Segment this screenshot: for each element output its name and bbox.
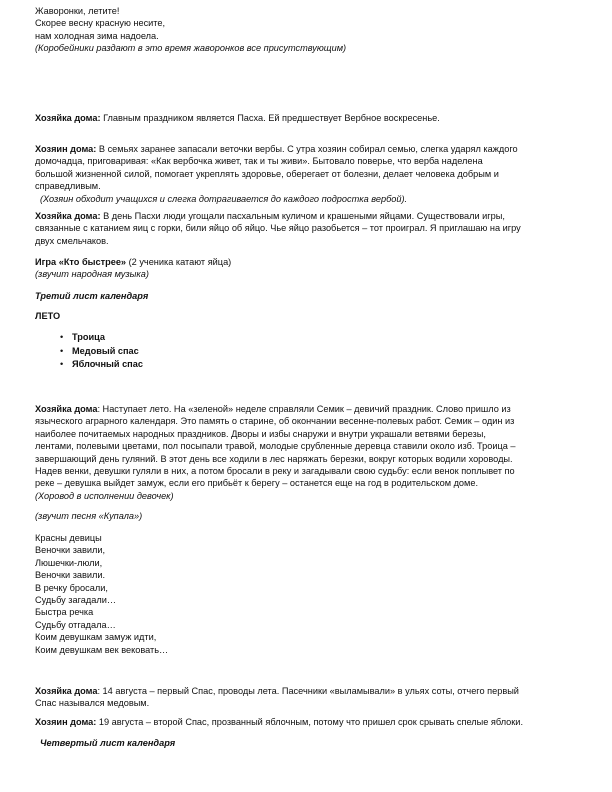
lyric-line: Судьбу отгадала…	[35, 619, 116, 630]
stage-note: (Хозяин обходит учащихся и слегка дотрагивается до каждого подростка вербой).	[40, 193, 408, 204]
lyric-line: Коим девушкам замуж идти,	[35, 632, 157, 643]
speaker-label: Хозяин дома:	[35, 717, 97, 727]
song-intro: (звучит песня «Купала»)	[35, 511, 143, 521]
paragraph-text: связанные с катанием яиц с горки, били яйцо об яйцо. Чье яйцо разобьется – тот проиграл. Я приглашаю на игру	[35, 223, 521, 234]
chant-line: нам холодная зима надоела.	[35, 30, 159, 41]
lyric-line: Коим девушкам век вековать…	[35, 644, 169, 655]
paragraph-host-apple-spas	[35, 716, 583, 728]
paragraph-text: справедливым.	[35, 181, 101, 192]
speaker-label: Хозяйка дома:	[35, 211, 101, 221]
list-item: • Медовый спас	[60, 345, 139, 356]
paragraph-text: завершающий день гуляний. В этот день все ходили в лес наряжать березки, вокруг которых водили хороводы.	[35, 453, 513, 464]
paragraph-text: наиболее почитаемых народных праздников. Дворы и избы снаружи и внутри украшали ветвями березы,	[35, 428, 486, 439]
paragraph-text: Надев венки, девушки гуляли в них, а потом бросали в реку и загадывали свою судьбу: если венок поплывет по	[35, 466, 515, 477]
paragraph-hostess-eggs	[35, 210, 583, 247]
summer-feast-list	[35, 331, 143, 372]
paragraph-text: 19 августа – второй Спас, прозванный яблочным, потому что пришел срок срывать спелые яблоки.	[96, 717, 523, 727]
lyric-line: Судьбу загадали…	[35, 595, 117, 606]
paragraph-hostess-honey-spas	[35, 685, 583, 710]
stage-note: (Хоровод в исполнении девочек)	[35, 490, 174, 501]
stage-note: (Коробейники раздают в это время жаворонков все присутствующим)	[35, 43, 347, 54]
game-title: Игра «Кто быстрее»	[35, 257, 127, 267]
bullet-icon: •	[60, 332, 64, 342]
paragraph-text: домочадца, приговаривая: «Как вербочка живет, так и ты живи». Бытовало поверье, что верба наделена	[35, 156, 483, 167]
bullet-icon: •	[60, 359, 64, 370]
lyric-line: Красны девицы	[35, 533, 102, 543]
list-item: • Яблочный спас	[60, 359, 143, 370]
paragraph-text: Главным праздником является Пасха. Ей предшествует Вербное воскресенье.	[100, 113, 440, 123]
paragraph-text: Спас назывался медовым.	[35, 698, 150, 709]
paragraph-text: : 14 августа – первый Спас, проводы лета. Пасечники «выламывали» в ульях соты, отчего первый	[97, 686, 519, 696]
game-note: (2 ученика катают яйца)	[126, 257, 232, 267]
speaker-label: Хозяйка дома:	[35, 113, 101, 123]
paragraph-text: лентами, полевыми цветами, пол посыпали травой, молодые срубленные деревца ставили около изб. Троица –	[35, 441, 516, 452]
paragraph-text: : Наступает лето. На «зеленой» неделе справляли Семик – девичий праздник. Слово пришло из	[97, 404, 511, 414]
paragraph-text: В семьях заранее запасали веточки вербы. С утра хозяин собирал семью, слегка ударял каждого	[96, 144, 518, 154]
lyric-line: Быстра речка	[35, 607, 94, 618]
paragraph-text: реке – девушка выйдет замуж, если его прибьёт к берегу – останется еще на год в родительском доме.	[35, 478, 479, 489]
paragraph-text: языческого аграрного календаря. Это память о старине, об окончании весенне-полевых работ. Семик – один из	[35, 416, 515, 427]
paragraph-hostess-easter	[35, 112, 583, 124]
lyric-line: Веночки завили,	[35, 545, 106, 556]
lyric-line: В речку бросали,	[35, 582, 108, 593]
chant-line: Жаворонки, летите!	[35, 6, 120, 16]
speaker-label: Хозяин дома:	[35, 144, 97, 154]
intro-chant	[35, 5, 583, 55]
speaker-label: Хозяйка дома	[35, 404, 98, 414]
list-item: • Троица	[60, 332, 106, 342]
third-sheet-heading: Третий лист календаря	[35, 291, 149, 301]
paragraph-host-willow	[35, 143, 583, 205]
speaker-label: Хозяйка дома	[35, 686, 98, 696]
paragraph-text: большой жизненной силой, помогает укреплять здоровье, оберегает от болезни, делает человека добрым и	[35, 168, 499, 179]
paragraph-text: В день Пасхи люди угощали пасхальным куличом и крашеными яйцами. Существовали игры,	[100, 211, 505, 221]
lyric-line: Люшечки-люли,	[35, 557, 103, 568]
lyric-line: Веночки завили.	[35, 570, 106, 581]
summer-heading: ЛЕТО	[35, 311, 61, 321]
paragraph-hostess-semik	[35, 403, 583, 502]
fourth-sheet-heading: Четвертый лист календаря	[40, 738, 176, 748]
bullet-icon: •	[60, 345, 64, 356]
song-lyrics	[35, 532, 583, 656]
music-note: (звучит народная музыка)	[35, 269, 149, 280]
chant-line: Скорее весну красную несите,	[35, 18, 166, 29]
paragraph-text: двух смельчаков.	[35, 235, 109, 246]
game-block	[35, 256, 583, 281]
